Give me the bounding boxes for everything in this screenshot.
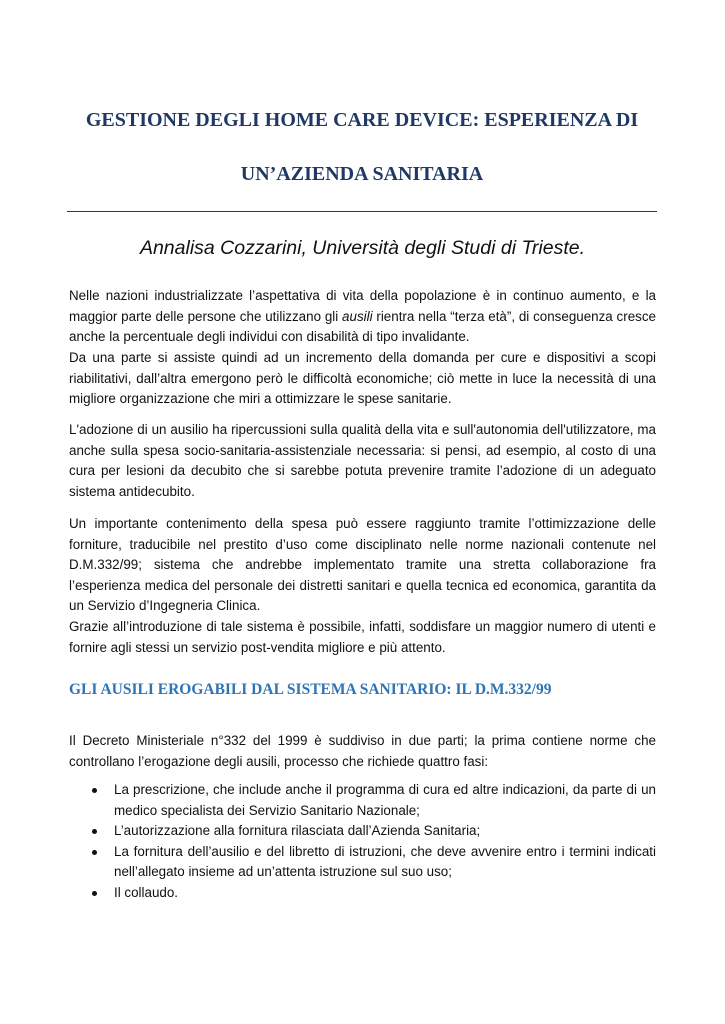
bullet-icon [87, 821, 101, 842]
paragraph-3: L'adozione di un ausilio ha ripercussioni sulla qualità della vita e sull'autonomia dell'utilizzatore, ma anche sulla spesa socio-sanitaria-assistenziale necessaria: si pensi, ad esempio, al costo di una cura per lesioni da decubito che si sarebbe potuta prevenire tramite l’adozione di un adeguato sistema antidecubito. [69, 422, 656, 499]
list-item-text: La prescrizione, che include anche il programma di cura ed altre indicazioni, da parte di un medico specialista dei Servizio Sanitario Nazionale; [114, 782, 656, 818]
paragraph-1-emphasis: ausili [342, 308, 373, 324]
list-item [87, 883, 656, 904]
list-item-text: La fornitura dell’ausilio e del libretto di istruzioni, che deve avvenire entro i termini indicati nell’allegato insieme ad un’attenta istruzione sul suo uso; [114, 843, 656, 880]
phases-list [87, 780, 656, 904]
document-title-line-2: UN’AZIENDA SANITARIA [240, 163, 484, 185]
list-item [87, 821, 656, 842]
paragraph-1-text-a: Nelle nazioni industrializzate l’aspettativa di vita della popolazione è in continuo aumento, e la maggior parte delle persone che utilizzano gli [69, 288, 656, 324]
document-title-line-1: GESTIONE DEGLI HOME CARE DEVICE: ESPERIENZA DI [85, 109, 639, 131]
paragraph-1 [69, 286, 656, 348]
paragraph-5: Grazie all’introduzione di tale sistema è possibile, infatti, soddisfare un maggior numero di utenti e fornire agli stessi un servizio post-vendita migliore e più attento. [69, 619, 656, 655]
list-item-text: Il collaudo. [114, 884, 179, 900]
bullet-icon [87, 780, 101, 801]
list-item [87, 780, 656, 821]
paragraph-4: Un importante contenimento della spesa può essere raggiunto tramite l’ottimizzazione delle forniture, traducibile nel prestito d’uso come disciplinato nelle norme nazionali contenute nel D.M.332/99; sistema che andrebbe implementato tramite una stretta collaborazione fra l’esperienza medica del personale dei distretti sanitari e quella tecnica ed economica, garantita da un Servizio d’Ingegneria Clinica. [69, 516, 656, 614]
bullet-icon [87, 883, 101, 904]
paragraph-1-text-b: rientra nella “terza età”, di conseguenza cresce anche la percentuale degli individui con disabilità di tipo invalidante. [69, 308, 657, 345]
list-item-text: L’autorizzazione alla fornitura rilasciata dall’Azienda Sanitaria; [114, 823, 481, 839]
title-divider [67, 211, 657, 212]
list-item [87, 842, 656, 883]
paragraph-2: Da una parte si assiste quindi ad un incremento della domanda per cure e dispositivi a scopi riabilitativi, dall’altra emergono però le difficoltà economiche; ciò mette in luce la necessità di una migliore organizzazione che miri a ottimizzare le spese sanitarie. [69, 350, 656, 407]
paragraph-6: Il Decreto Ministeriale n°332 del 1999 è suddiviso in due parti; la prima contiene norme che controllano l’erogazione degli ausili, processo che richiede quattro fasi: [69, 733, 656, 769]
author-byline: Annalisa Cozzarini, Università degli Studi di Trieste. [139, 237, 586, 259]
section-heading: GLI AUSILI EROGABILI DAL SISTEMA SANITARIO: IL D.M.332/99 [69, 681, 552, 698]
bullet-icon [87, 842, 101, 863]
